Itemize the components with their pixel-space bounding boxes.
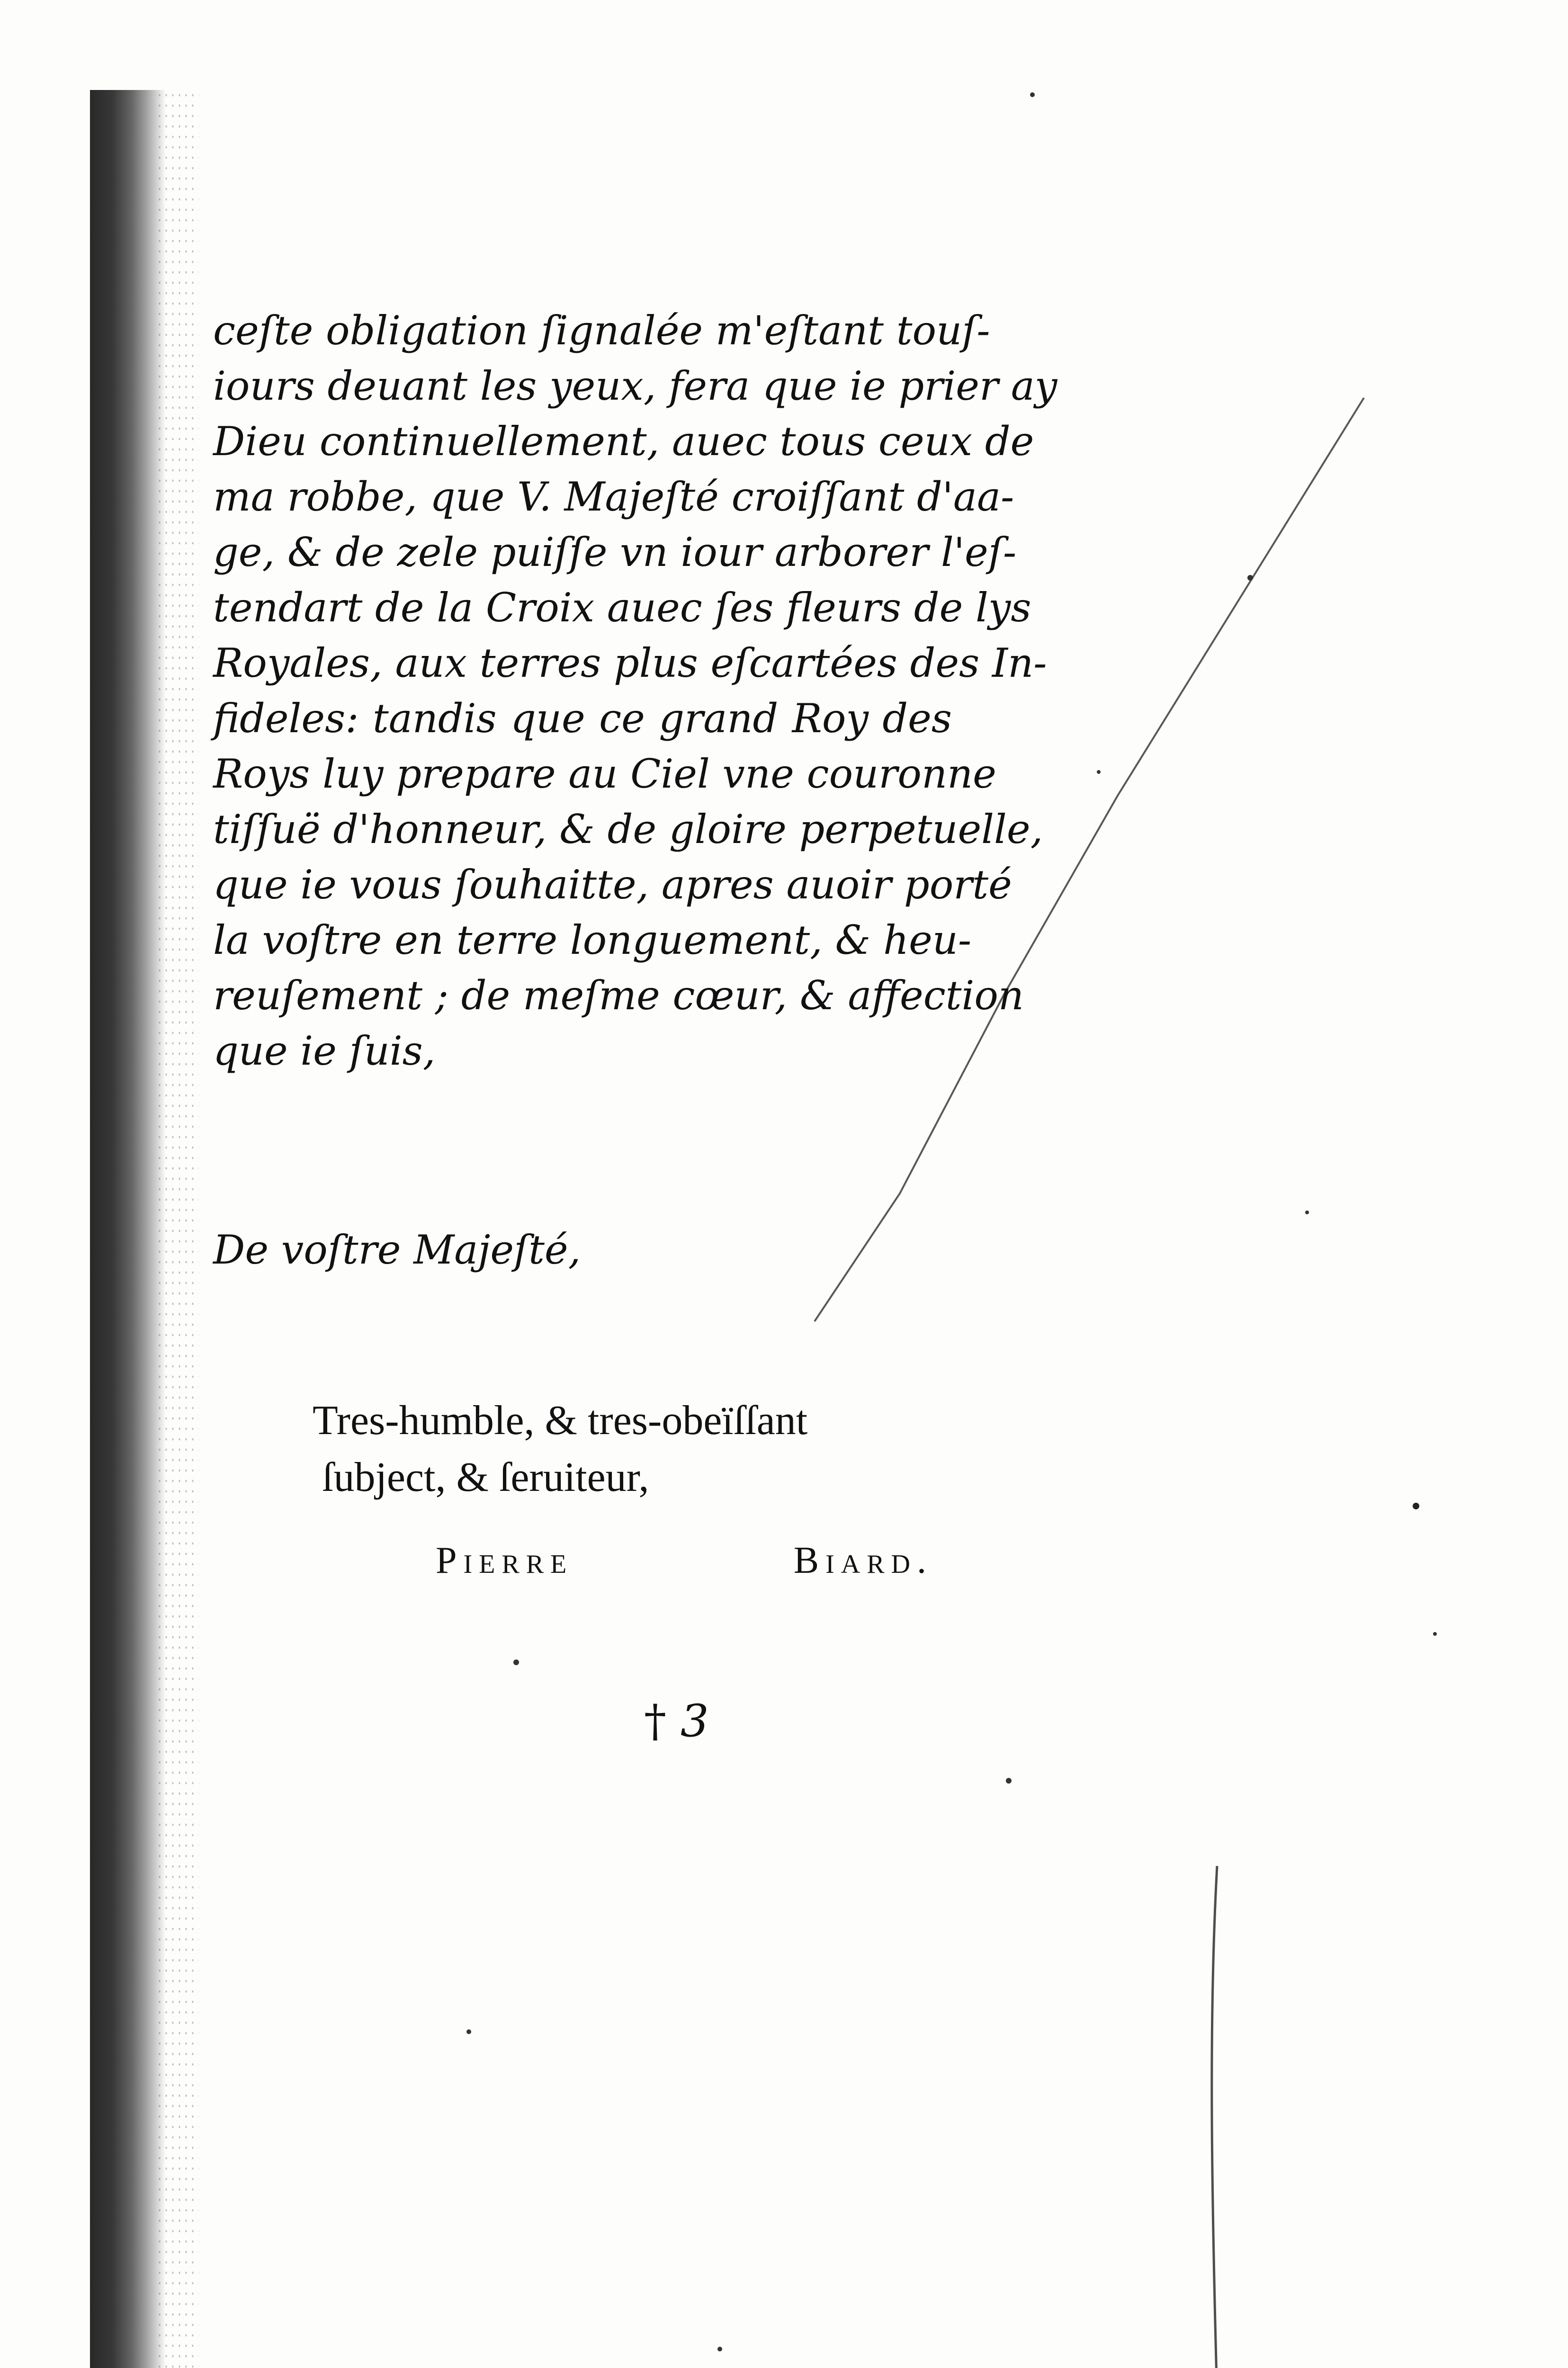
body-line: tendart de la Croix auec ſes fleurs de lys [213,584,1031,631]
body-line: que ie vous ſouhaitte, apres auoir porté [213,861,1012,908]
signature-first-name: Pierre [436,1540,573,1581]
closing-line: ſubject, & ſeruiteur, [322,1454,649,1500]
page-mark-number: 3 [680,1695,709,1747]
body-line: Dieu continuellement, auec tous ceux de [213,418,1034,465]
body-line: que ie ſuis, [213,1028,436,1074]
closing-line: Tres-humble, & tres-obeïſſant [313,1398,808,1444]
body-line: ma robbe, que V. Majeſté croiſſant d'aa- [213,474,1014,520]
body-line: reuſement ; de meſme cœur, & affection [213,972,1024,1019]
body-line: Royales, aux terres plus eſcartées des In- [213,640,1047,686]
signature [436,1539,933,1582]
body-line: iours deuant les yeux, fera que ie prier ay [213,363,1057,409]
body-line: tiſſuë d'honneur, & de gloire perpetuelle, [213,806,1043,852]
signature-mark [644,1695,709,1747]
body-line: la voſtre en terre longuement, & heu- [213,917,972,963]
signature-last-name: Biard. [793,1540,933,1581]
body-line: fideles: tandis que ce grand Roy des [213,695,952,742]
body-line: Roys luy prepare au Ciel vne couronne [213,751,996,797]
closing-formula [313,1392,947,1506]
letter-body [213,303,1057,1079]
body-line: ceſte obligation ſignalée m'eſtant touſ- [213,307,990,354]
salutation: De voſtre Majeſté, [213,1227,581,1273]
dagger-symbol: † [644,1695,666,1747]
body-line: ge, & de zele puiſſe vn iour arborer l'eſ- [213,529,1017,575]
